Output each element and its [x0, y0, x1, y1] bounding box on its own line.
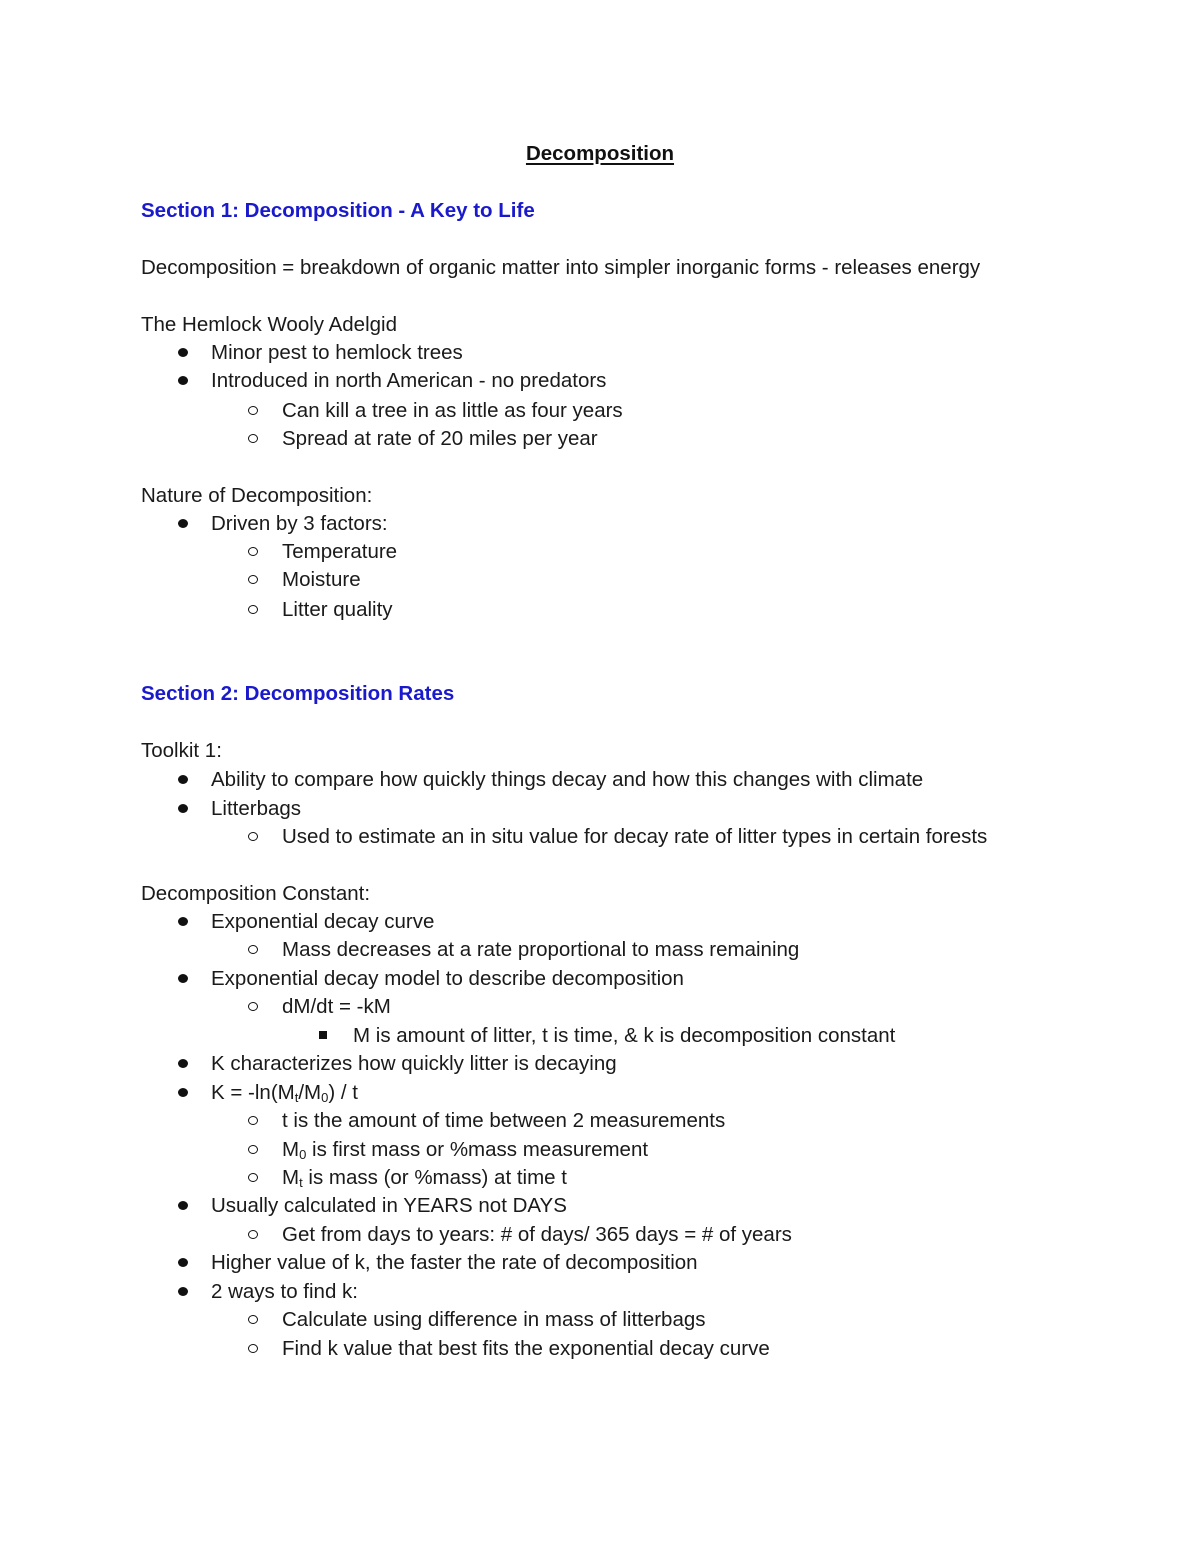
constant-subitem: Mass decreases at a rate proportional to mass remaining: [282, 938, 800, 961]
decomposition-definition: Decomposition = breakdown of organic matter into simpler inorganic forms - releases energy: [141, 256, 981, 279]
bullet-circle-icon: [248, 832, 258, 841]
bullet-disc-icon: [178, 1059, 188, 1068]
constant-subsubitem: M is amount of litter, t is time, & k is decomposition constant: [353, 1024, 896, 1047]
constant-heading: Decomposition Constant:: [141, 882, 371, 905]
mt-definition: $M_t$ is mass (or %mass) at time t: [282, 1166, 567, 1190]
constant-subitem: dM/dt = -kM: [282, 995, 391, 1018]
nature-heading: Nature of Decomposition:: [141, 484, 373, 507]
constant-item: Exponential decay curve: [211, 910, 435, 933]
bullet-disc-icon: [178, 348, 188, 357]
section-2-heading: Section 2: Decomposition Rates: [141, 682, 455, 705]
hemlock-subitem: Can kill a tree in as little as four years: [282, 399, 623, 422]
bullet-disc-icon: [178, 917, 188, 926]
nature-item: Driven by 3 factors:: [211, 512, 388, 535]
constant-subitem: Get from days to years: # of days/ 365 days = # of years: [282, 1223, 792, 1246]
constant-item: Higher value of k, the faster the rate of decomposition: [211, 1251, 698, 1274]
factor-item: Litter quality: [282, 598, 393, 621]
toolkit-item: Ability to compare how quickly things decay and how this changes with climate: [211, 768, 924, 791]
constant-item: Exponential decay model to describe decomposition: [211, 967, 684, 990]
bullet-circle-icon: [248, 406, 258, 415]
k-formula: $K = -\ln(M_t/M_0) / t$: [211, 1081, 358, 1105]
bullet-circle-icon: [248, 575, 258, 584]
toolkit-heading: Toolkit 1:: [141, 739, 222, 762]
bullet-circle-icon: [248, 547, 258, 556]
bullet-circle-icon: [248, 945, 258, 954]
constant-item: K characterizes how quickly litter is decaying: [211, 1052, 617, 1075]
bullet-disc-icon: [178, 1258, 188, 1267]
toolkit-item: Litterbags: [211, 797, 302, 820]
hemlock-subitem: Spread at rate of 20 miles per year: [282, 427, 598, 450]
bullet-circle-icon: [248, 1344, 258, 1353]
ways-item: Find k value that best fits the exponential decay curve: [282, 1337, 770, 1360]
m0-definition: $M_0$ is first mass or %mass measurement: [282, 1138, 649, 1162]
bullet-disc-icon: [178, 1201, 188, 1210]
constant-subitem: t is the amount of time between 2 measurements: [282, 1109, 726, 1132]
toolkit-subitem: Used to estimate an in situ value for decay rate of litter types in certain forests: [282, 825, 988, 848]
bullet-circle-icon: [248, 605, 258, 614]
ways-item: Calculate using difference in mass of litterbags: [282, 1308, 706, 1331]
bullet-disc-icon: [178, 1088, 188, 1097]
bullet-disc-icon: [178, 974, 188, 983]
document-title: Decomposition: [525, 142, 675, 165]
constant-item: 2 ways to find k:: [211, 1280, 358, 1303]
bullet-circle-icon: [248, 1173, 258, 1182]
hemlock-heading: The Hemlock Wooly Adelgid: [141, 313, 397, 336]
section-1-heading: Section 1: Decomposition - A Key to Life: [141, 199, 535, 222]
bullet-circle-icon: [248, 1145, 258, 1154]
bullet-disc-icon: [178, 804, 188, 813]
bullet-square-icon: [319, 1031, 327, 1039]
bullet-circle-icon: [248, 1315, 258, 1324]
factor-item: Moisture: [282, 568, 361, 591]
hemlock-item: Introduced in north American - no predators: [211, 369, 607, 392]
hemlock-item: Minor pest to hemlock trees: [211, 341, 463, 364]
bullet-circle-icon: [248, 1116, 258, 1125]
bullet-disc-icon: [178, 376, 188, 385]
factor-item: Temperature: [282, 540, 398, 563]
bullet-disc-icon: [178, 775, 188, 784]
bullet-circle-icon: [248, 434, 258, 443]
bullet-circle-icon: [248, 1002, 258, 1011]
bullet-disc-icon: [178, 519, 188, 528]
bullet-disc-icon: [178, 1287, 188, 1296]
constant-item: Usually calculated in YEARS not DAYS: [211, 1194, 567, 1217]
bullet-circle-icon: [248, 1230, 258, 1239]
